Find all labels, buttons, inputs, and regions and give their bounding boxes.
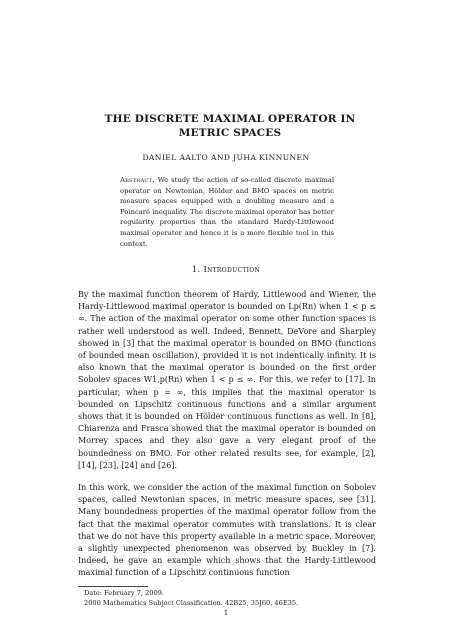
abstract-text: We study the action of so-called discrete maximal operator on Newtonian, Hölder and BMO spaces on metric measure spaces equipped with a doubling measure and a Poincaré inequality. The discrete maximal operator has better regularity properties than the standard Hardy-Littlewood maximal operator and hence it is a more flexible tool in this context. — [120, 176, 334, 248]
body-paragraph-2: In this work, we consider the action of the maximal function on Sobolev spaces, called Newtonian spaces, in metric measure spaces, see [31]. Many boundedness properties of the maximal operator follow from the fact that the maximal operator commutes with translations. It is clear that we do not have this property available in a metric space. Moreover, a slightly unexpected phenomenon was observed by Buckley in [7]. Indeed, he gave an example which shows that the Hardy-Littlewood maximal function of a Lipschitz continuous function — [78, 483, 376, 578]
abstract — [120, 175, 334, 249]
body-paragraph-1: By the maximal function theorem of Hardy, Littlewood and Wiener, the Hardy-Littlewood maximal operator is bounded on Lp(Rn) when 1 < p ≤ ∞. The action of the maximal operator on some other function spaces is rather well understood as well. Indeed, Bennett, DeVore and Sharpley showed in [3] that the maximal operator is bounded on BMO (functions of bounded mean oscillation), provided it is not indentically infinity. It is also known that the maximal operator is bounded on the first order Sobolev spaces W1,p(Rn) when 1 < p ≤ ∞. For this, we refer to [17]. In particular, when p = ∞, this implies that the maximal operator is bounded on Lipschitz continuous functions and a similar argument shows that it is bounded on Hölder continuous functions as well. In [8], Chiarenza and Frasca showed that the maximal operator is bounded on Morrey spaces and they also gave a very elegant proof of the boundedness on BMO. For other related results see, for example, [2], [14], [23], [24] and [26]. — [78, 290, 376, 470]
paper-title: THE DISCRETE MAXIMAL OPERATOR IN METRIC SPACES — [104, 113, 356, 139]
footnote-rule — [78, 586, 148, 587]
footnote-msc: 2000 Mathematics Subject Classification. 42B25, 35J60, 46E35. — [84, 599, 299, 607]
page-number: 1 — [223, 609, 229, 617]
paper-authors: DANIEL AALTO AND JUHA KINNUNEN — [142, 153, 310, 162]
abstract-label: Abstract. — [120, 176, 155, 184]
section-heading: 1. Introduction — [191, 264, 261, 274]
footnote-date: Date: February 7, 2009. — [84, 589, 164, 597]
